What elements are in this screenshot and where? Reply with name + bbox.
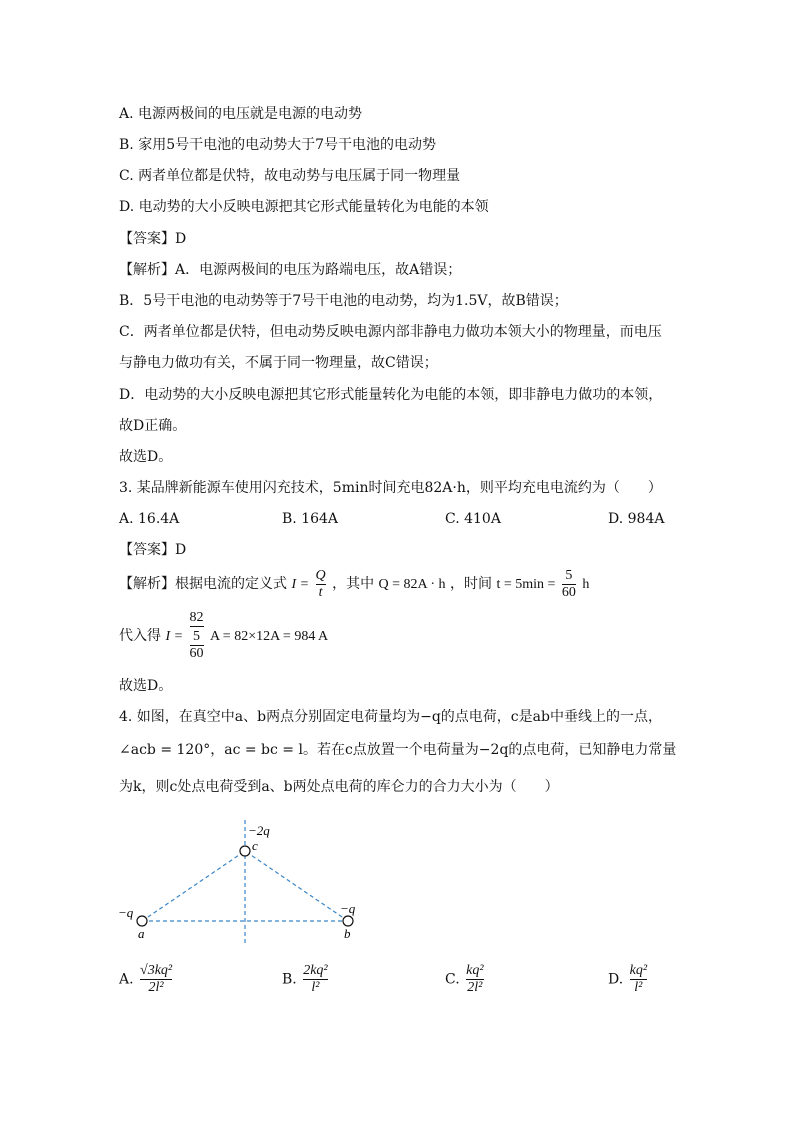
q3-inner-fraction (190, 629, 204, 662)
q3-frac-num: 82 (189, 610, 204, 625)
q3-formula-i: I = (291, 577, 310, 592)
q2-option-d: D. 电动势的大小反映电源把其它形式能量转化为电能的本领 (119, 199, 489, 215)
q3-formula-t: t = 5min = (496, 577, 556, 592)
q3-frac-den: 60 (561, 584, 576, 600)
q4-frac-den: 2l² (467, 980, 483, 995)
label-b: b (344, 926, 351, 941)
q4-option-letter: C. (445, 971, 460, 988)
q2-conclusion: 故选D。 (119, 449, 173, 465)
q4-option-c (445, 963, 486, 996)
q3-text-time: ，时间 (450, 576, 493, 592)
q4-option-fraction (630, 963, 647, 996)
q3-conclusion: 故选D。 (119, 678, 173, 694)
q4-frac-num: kq² (466, 963, 484, 978)
q2-analysis-line: B．5号干电池的电动势等于7号干电池的电动势，均为1.5V，故B错误； (119, 293, 568, 309)
q2-analysis-line: 与静电力做功有关，不属于同一物理量，故C错误； (119, 355, 438, 371)
q2-analysis-line: C．两者单位都是伏特，但电动势反映电源内部非静电力做功本领大小的物理量，而电压 (119, 324, 662, 340)
q3-text-where: ，其中 (332, 576, 375, 592)
q4-option-b (282, 963, 330, 996)
segment-ac (142, 851, 245, 921)
q3-stem: 3. 某品牌新能源车使用闪充技术，5min时间充电82A·h，则平均充电电流约为（ ） (119, 480, 662, 496)
q2-option-a: A. 电源两极间的电压就是电源的电动势 (119, 106, 363, 122)
segment-bc (245, 851, 348, 921)
q3-analysis-prefix: 【解析】根据电流的定义式 (119, 576, 287, 592)
q2-option-b: B. 家用5号干电池的电动势大于7号干电池的电动势 (119, 137, 437, 153)
q3-option-d: D. 984A (608, 511, 665, 527)
q4-frac-den: l² (303, 979, 327, 996)
q3-frac-den (190, 626, 204, 662)
q3-frac-num: Q (315, 567, 326, 583)
q3-inner-num: 5 (193, 629, 201, 644)
q4-frac-den: l² (630, 979, 647, 996)
q3-option-c: C. 410A (445, 511, 501, 527)
q3-unit-h: h (582, 577, 590, 592)
q3-sub-result: A = 82×12A = 984 A (209, 629, 329, 644)
q3-answer: 【答案】D (119, 542, 187, 558)
q4-stem-line: 4. 如图，在真空中a、b两点分别固定电荷量均为−q的点电荷，c是ab中垂线上的一点， (119, 709, 662, 725)
q4-stem-line: ∠acb = 120°，ac = bc = l。若在c点放置一个电荷量为−2q的点电荷，已知静电力常量 (119, 742, 677, 758)
q4-option-fraction (466, 963, 483, 996)
q4-frac-num: √3kq² (140, 963, 173, 978)
label-a: a (138, 926, 145, 941)
q4-frac-num: 2kq² (303, 963, 328, 978)
q2-answer: 【答案】D (119, 231, 187, 247)
charge-c (240, 846, 250, 856)
q3-fraction-q-over-t (316, 568, 326, 601)
q3-formula-i: I = (165, 629, 184, 644)
q4-option-letter: B. (282, 971, 297, 988)
q3-sub-prefix: 代入得 (119, 628, 161, 644)
q3-frac-den: t (316, 584, 326, 601)
q3-formula-q: Q = 82A · h (378, 577, 446, 592)
charge-a (137, 916, 147, 926)
q3-inner-den: 60 (189, 646, 204, 661)
q4-stem-line: 为k，则c处点电荷受到a、b两处点电荷的库仑力的合力大小为（ ） (119, 779, 559, 795)
charge-b (343, 916, 353, 926)
q2-analysis-line: D．电动势的大小反映电源把其它形式能量转化为电能的本领，即非静电力做功的本领， (119, 387, 663, 403)
q4-charge-diagram (110, 815, 370, 950)
q2-option-c: C. 两者单位都是伏特，故电动势与电压属于同一物理量 (119, 168, 461, 184)
q3-option-a: A. 16.4A (119, 511, 180, 527)
q4-frac-num: kq² (629, 963, 648, 978)
label-c: c (252, 838, 258, 853)
q3-frac-num: 5 (565, 567, 573, 583)
q3-analysis (119, 566, 589, 603)
q4-option-letter: A. (119, 971, 134, 988)
q2-analysis-line: 故D正确。 (119, 418, 187, 434)
label-c-charge: −2q (248, 823, 270, 838)
q4-frac-den: 2l² (140, 979, 172, 996)
q2-analysis-line: 【解析】A．电源两极间的电压为路端电压，故A错误； (119, 262, 462, 278)
q4-option-d (608, 963, 649, 996)
q3-substitution (119, 604, 328, 668)
q4-option-letter: D. (608, 971, 624, 988)
q3-compound-fraction (190, 610, 204, 662)
label-b-charge: −q (340, 901, 356, 916)
q4-option-fraction (140, 963, 172, 996)
label-a-charge: −q (118, 905, 134, 920)
q3-fraction-5-over-60 (562, 568, 576, 601)
q4-option-a (119, 963, 174, 996)
q3-option-b: B. 164A (282, 511, 339, 527)
q4-option-fraction (303, 963, 327, 996)
